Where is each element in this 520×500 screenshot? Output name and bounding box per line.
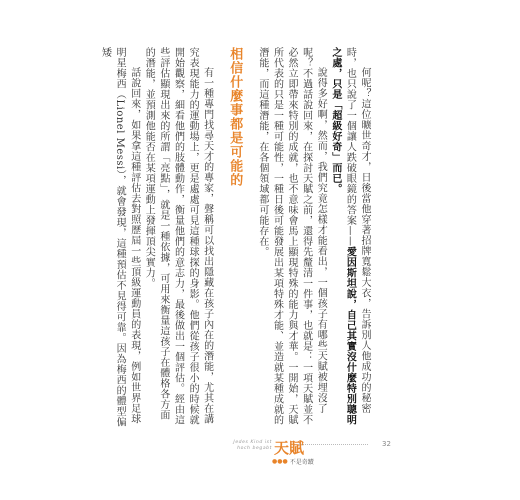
book-english-title: Jedes Kind ist hoch begabt — [233, 440, 272, 451]
body-text — [97, 47, 371, 429]
section-heading: 相信什麼事都是可能的 — [227, 47, 243, 187]
page-footer — [232, 439, 402, 467]
paragraph: 話說回來，如果拿這種評估去對照歷屆一些頂級運動員的表現，例如世界足球明星梅西（Lionel Messi），就會發現，這種預估不見得可靠。因為梅西的體型偏矮 — [99, 47, 140, 428]
book-subtitle-row — [272, 457, 314, 466]
book-subtitle: 不是奇蹟 — [289, 459, 314, 466]
paragraph: 說得多好啊，然而，我們究竟怎樣才能看出，一個孩子有哪些天賦被埋沒了呢？不過話說回來，在探討天賦之前，還得先釐清一件事，也就是：一項天賦並不必然立即帶來特別的成就，也不意味會馬上顯現特殊的能力與才華。一開始，天賦所代表的只是一種可能性，一種日後可能發展出某項特殊才能、並造就某種成就的潛能，而這種潛能，在各個領域都可能存在。 — [256, 47, 327, 425]
paragraph: 何呢？這位曠世奇才，日後當他穿著招牌寬鬆大衣，告訴別人他成功的秘密時，也只說了一個讓人跌破眼鏡的答案——愛因斯坦說，自己其實沒什麼特別聰明之處，只是「超級好奇」而已。 — [329, 47, 370, 425]
decorative-dots-icon: ●●● — [272, 458, 288, 465]
footer-divider — [298, 444, 368, 445]
paragraph: 有一種專門找尋天才的專家，聲稱可以找出隱藏在孩子內在的潛能，尤其在講究表現能力的運動場上，更是處處可見這種球探的身影。他們從孩子很小的時候就開始觀察，細看他們的肢體動作，衡量他們的意志力，最後做出一個評估。經由這些評估顯現出來的所謂「亮點」，就是一種依據，可用來衡量這孩子在體格各方面的潛能，並預測他能否在某項運動上發揮頂尖實力。 — [143, 47, 213, 425]
emphasis-text: 愛因斯坦說，自己其實沒什麼特別聰明之處，只是「超級好奇」而已。 — [329, 47, 356, 425]
book-title: 天賦 — [274, 439, 305, 457]
page-number: 32 — [382, 440, 391, 448]
